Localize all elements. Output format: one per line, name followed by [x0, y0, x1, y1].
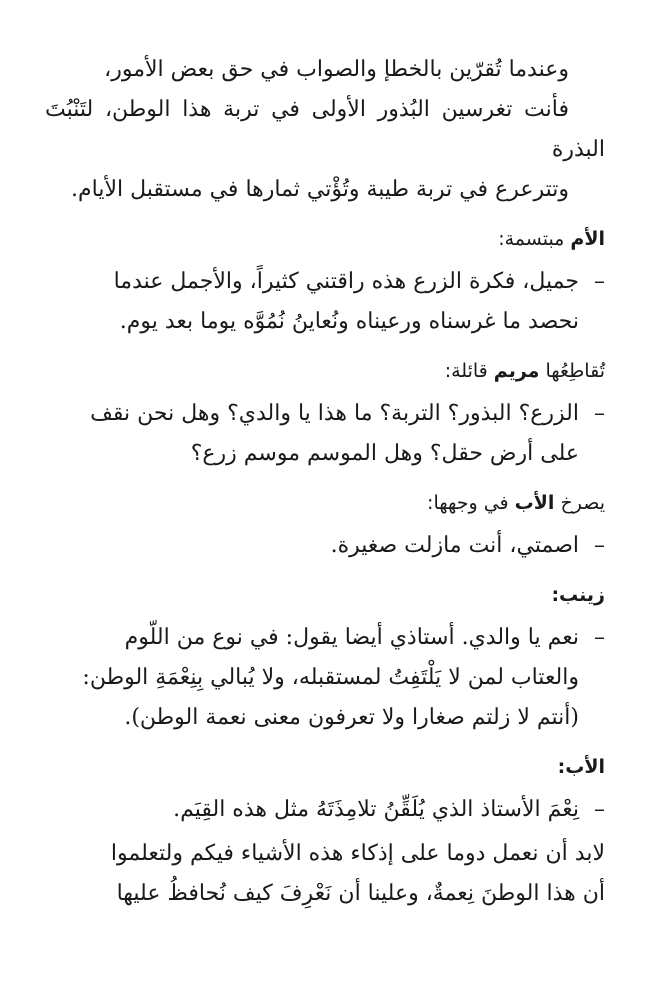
speaker-father	[45, 752, 605, 782]
speaker-name: مريم	[493, 360, 540, 382]
mother-line-1: جميل، فكرة الزرع هذه راقتني كثيراً، والأجمل عندما	[113, 269, 579, 294]
zaynab-line-2: والعتاب لمن لا يَلْتَفِتُ لمستقبله، ولا يُبالي بِنِعْمَةِ الوطن:	[82, 665, 579, 690]
father-shout-dialog	[45, 526, 605, 566]
father-dialog	[45, 790, 605, 830]
intro-line-2: فأنت تغرسين البُذور الأولى في تربة هذا الوطن، لتَنْبُتَ البذرة	[45, 97, 605, 162]
father-dialog-line: نِعْمَ الأستاذ الذي يُلَقِّنُ تلامِذَتَهُ مثل هذه القِيَم.	[173, 797, 579, 822]
speaker-name: الأب	[565, 756, 605, 778]
dialog-dash: –	[594, 401, 605, 426]
speaker-mother	[45, 224, 605, 254]
mother-line-2: نحصد ما غرسناه ورعيناه ونُعاينُ نُمُوَّه يوما بعد يوم.	[119, 309, 579, 334]
zaynab-line-3: (أنتم لا زلتم صغارا ولا تعرفون معنى نعمة الوطن).	[124, 705, 579, 730]
speaker-colon: :	[551, 584, 560, 606]
speaker-prefix: تُقاطِعُها	[539, 360, 605, 382]
intro-line-3: وتترعرع في تربة طيبة وتُؤْتي ثمارها في مستقبل الأيام.	[71, 177, 569, 202]
speaker-colon: :	[557, 756, 566, 778]
intro-line-1: وعندما تُقرّين بالخطإ والصواب في حق بعض الأمور،	[104, 57, 569, 82]
father-shout-line-1: اصمتي، أنت مازلت صغيرة.	[330, 533, 579, 558]
dialog-dash: –	[594, 797, 605, 822]
speaker-maryam	[45, 356, 605, 386]
speaker-action: في وجهها:	[427, 492, 515, 514]
intro-paragraph	[45, 50, 605, 210]
maryam-line-1: الزرع؟ البذور؟ التربة؟ ما هذا يا والدي؟ وهل نحن نقف	[90, 401, 579, 426]
mother-dialog	[45, 262, 605, 342]
speaker-father-shout	[45, 488, 605, 518]
father-line-2: أن هذا الوطنَ نِعمةٌ، وعلينا أن نَعْرِفَ كيف نُحافظُ عليها	[116, 881, 605, 906]
document-page	[45, 50, 605, 914]
speaker-name: الأم	[570, 228, 605, 250]
father-line-1: لابد أن نعمل دوما على إذكاء هذه الأشياء فيكم ولتعلموا	[110, 841, 605, 866]
speaker-action: مبتسمة:	[498, 228, 571, 250]
maryam-line-2: على أرض حقل؟ وهل الموسم موسم زرع؟	[190, 441, 579, 466]
dialog-dash: –	[594, 269, 605, 294]
speaker-zaynab	[45, 580, 605, 610]
zaynab-dialog	[45, 618, 605, 738]
zaynab-line-1: نعم يا والدي. أستاذي أيضا يقول: في نوع من اللّوم	[124, 625, 579, 650]
father-paragraph	[45, 834, 605, 914]
speaker-prefix: يصرخ	[554, 492, 605, 514]
speaker-action: قائلة:	[444, 360, 494, 382]
speaker-name: زينب	[559, 584, 605, 606]
speaker-name: الأب	[514, 492, 555, 514]
dialog-dash: –	[594, 533, 605, 558]
maryam-dialog	[45, 394, 605, 474]
dialog-dash: –	[594, 625, 605, 650]
